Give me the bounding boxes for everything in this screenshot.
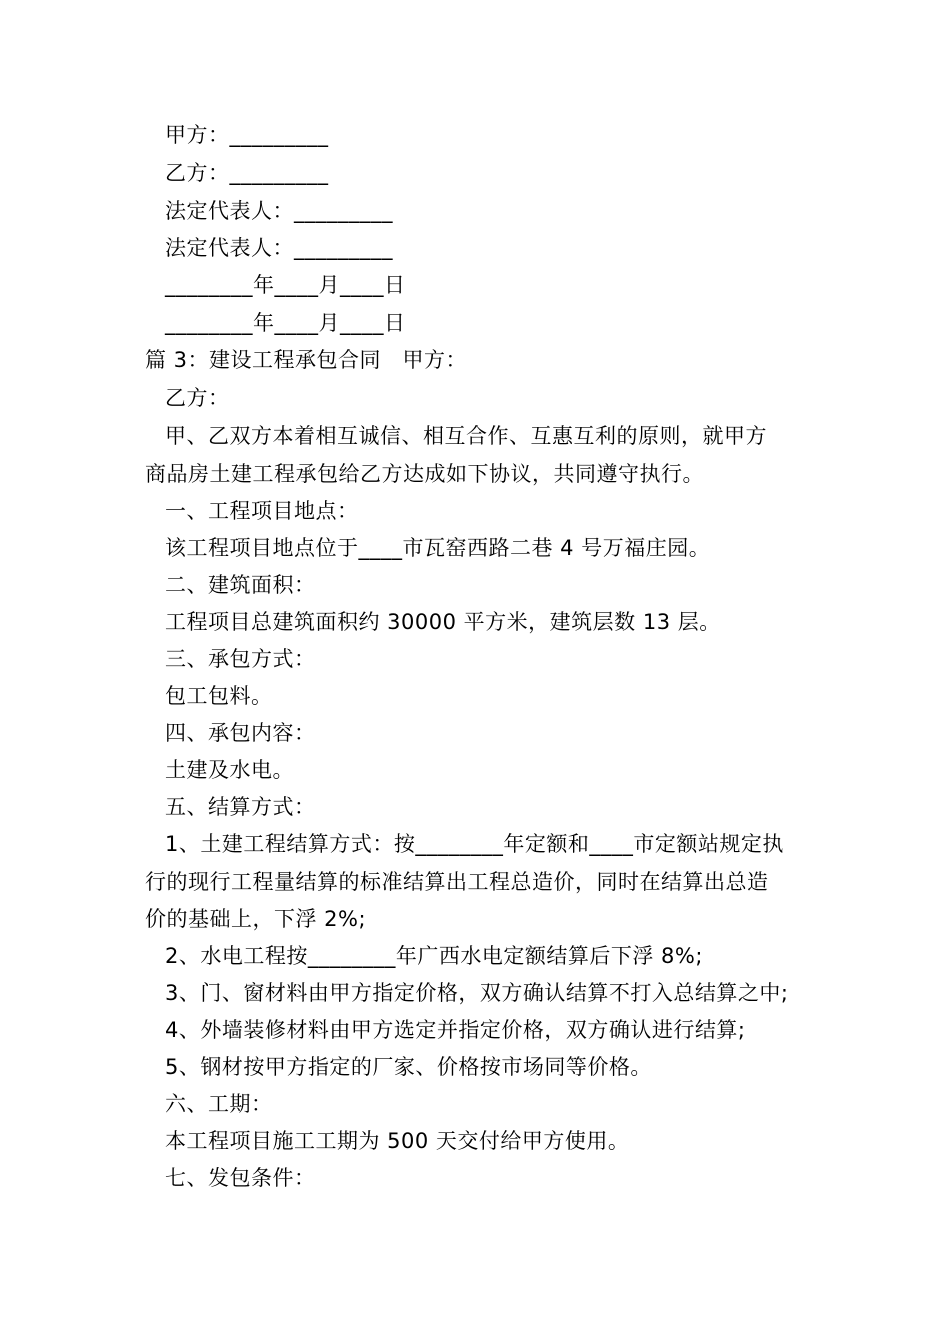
section-4-body: 土建及水电。 — [165, 758, 294, 782]
section-1-body: 该工程项目地点位于____市瓦窑西路二巷 4 号万福庄园。 — [165, 536, 711, 560]
section-5-item-1-line-1: 1、土建工程结算方式：按________年定额和____市定额站规定执 — [165, 832, 784, 856]
section-5-item-3: 3、门、窗材料由甲方指定价格，双方确认结算不打入总结算之中; — [165, 981, 789, 1005]
section-7-title: 七、发包条件： — [165, 1166, 316, 1190]
party-a-signature: 甲方：_________ — [165, 123, 329, 147]
section-4-title: 四、承包内容： — [165, 721, 316, 745]
section-3-title: 三、承包方式： — [165, 647, 316, 671]
signature-date-2: ________年____月____日 — [165, 311, 406, 335]
party-b-signature: 乙方：_________ — [165, 161, 329, 185]
contract-heading: 篇 3：建设工程承包合同 甲方： — [145, 348, 468, 372]
section-5-item-5: 5、钢材按甲方指定的厂家、价格按市场同等价格。 — [165, 1055, 652, 1079]
section-3-body: 包工包料。 — [165, 684, 273, 708]
intro-paragraph-line-2: 商品房土建工程承包给乙方达成如下协议，共同遵守执行。 — [145, 462, 704, 486]
section-5-item-1-line-3: 价的基础上，下浮 2%; — [145, 907, 367, 931]
section-1-title: 一、工程项目地点： — [165, 499, 359, 523]
section-2-body: 工程项目总建筑面积约 30000 平方米，建筑层数 13 层。 — [165, 610, 721, 634]
section-6-body: 本工程项目施工工期为 500 天交付给甲方使用。 — [165, 1129, 630, 1153]
legal-rep-signature-2: 法定代表人：_________ — [165, 236, 393, 260]
section-5-title: 五、结算方式： — [165, 795, 316, 819]
contract-party-b: 乙方： — [165, 386, 230, 410]
section-5-item-2: 2、水电工程按________年广西水电定额结算后下浮 8%; — [165, 944, 703, 968]
signature-date-1: ________年____月____日 — [165, 273, 406, 297]
intro-paragraph-line-1: 甲、乙双方本着相互诚信、相互合作、互惠互利的原则，就甲方 — [165, 424, 767, 448]
legal-rep-signature-1: 法定代表人：_________ — [165, 199, 393, 223]
section-2-title: 二、建筑面积： — [165, 573, 316, 597]
section-5-item-4: 4、外墙装修材料由甲方选定并指定价格，双方确认进行结算; — [165, 1018, 746, 1042]
section-6-title: 六、工期： — [165, 1092, 273, 1116]
section-5-item-1-line-2: 行的现行工程量结算的标准结算出工程总造价，同时在结算出总造 — [145, 870, 769, 894]
